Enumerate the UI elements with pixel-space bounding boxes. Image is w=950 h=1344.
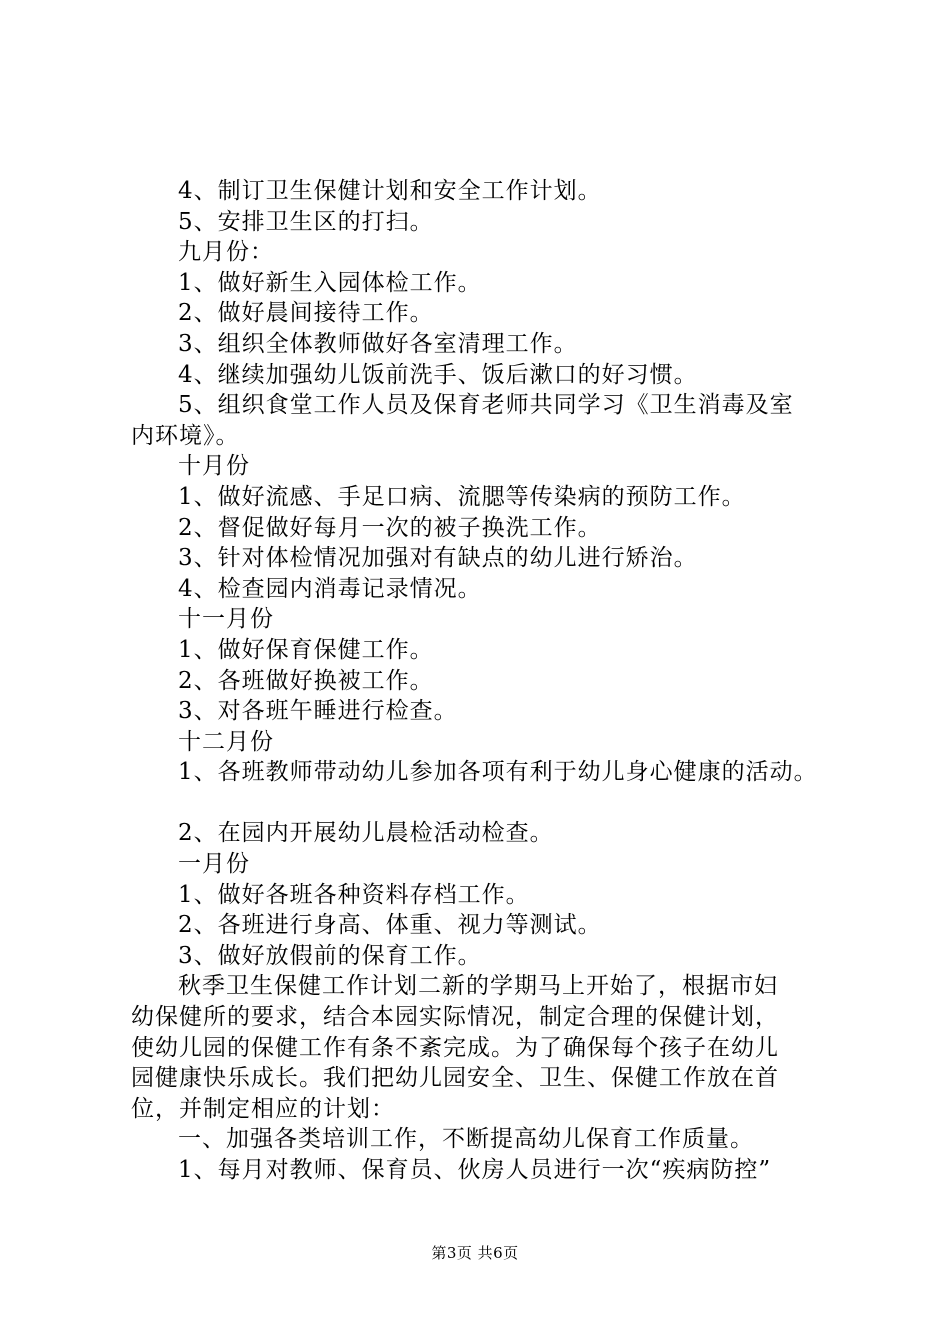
- text-line: 3、组织全体教师做好各室清理工作。: [178, 330, 578, 357]
- text-line: 位，并制定相应的计划：: [131, 1095, 395, 1122]
- text-line: 2、在园内开展幼儿晨检活动检查。: [178, 820, 554, 847]
- text-line: 2、各班进行身高、体重、视力等测试。: [178, 912, 602, 939]
- text-line: 5、组织食堂工作人员及保育老师共同学习《卫生消毒及室: [178, 392, 794, 419]
- text-line: 4、制订卫生保健计划和安全工作计划。: [178, 178, 602, 204]
- text-line: 1、做好新生入园体检工作。: [178, 269, 482, 296]
- blank-line: [131, 788, 851, 819]
- text-line: 3、对各班午睡进行检查。: [178, 698, 458, 725]
- text-line: 内环境》。: [131, 422, 240, 449]
- text-line: 2、督促做好每月一次的被子换洗工作。: [178, 514, 602, 541]
- text-line: 一、加强各类培训工作，不断提高幼儿保育工作质量。: [178, 1126, 754, 1153]
- text-line: 十一月份: [178, 606, 274, 633]
- text-line: 3、做好放假前的保育工作。: [178, 942, 482, 969]
- text-line: 十月份: [178, 453, 250, 480]
- text-line: 1、每月对教师、保育员、伙房人员进行一次“疾病防控”: [178, 1157, 772, 1183]
- document-body: [131, 176, 851, 1186]
- text-line: 十二月份: [178, 728, 274, 755]
- text-line: 使幼儿园的保健工作有条不紊完成。为了确保每个孩子在幼儿: [131, 1034, 779, 1061]
- text-line: 园健康快乐成长。我们把幼儿园安全、卫生、保健工作放在首: [131, 1065, 779, 1092]
- text-line: 2、各班做好换被工作。: [178, 667, 434, 694]
- text-line: 2、做好晨间接待工作。: [178, 300, 434, 327]
- text-line: 1、做好流感、手足口病、流腮等传染病的预防工作。: [178, 483, 746, 510]
- text-line: 4、继续加强幼儿饭前洗手、饭后漱口的好习惯。: [178, 361, 698, 388]
- text-line: 5、安排卫生区的打扫。: [178, 208, 434, 235]
- text-line: 1、各班教师带动幼儿参加各项有利于幼儿身心健康的活动。: [178, 759, 818, 786]
- text-line: 秋季卫生保健工作计划二新的学期马上开始了，根据市妇: [178, 973, 778, 1000]
- text-line: 1、做好各班各种资料存档工作。: [178, 881, 530, 908]
- page-footer: 第3页 共6页: [431, 1244, 519, 1262]
- text-line: 4、检查园内消毒记录情况。: [178, 575, 482, 602]
- text-line: 3、针对体检情况加强对有缺点的幼儿进行矫治。: [178, 545, 698, 572]
- text-line: 幼保健所的要求，结合本园实际情况，制定合理的保健计划，: [131, 1004, 779, 1031]
- text-line: 1、做好保育保健工作。: [178, 636, 434, 663]
- text-line: 九月份：: [178, 239, 274, 266]
- text-line: 一月份: [178, 851, 250, 878]
